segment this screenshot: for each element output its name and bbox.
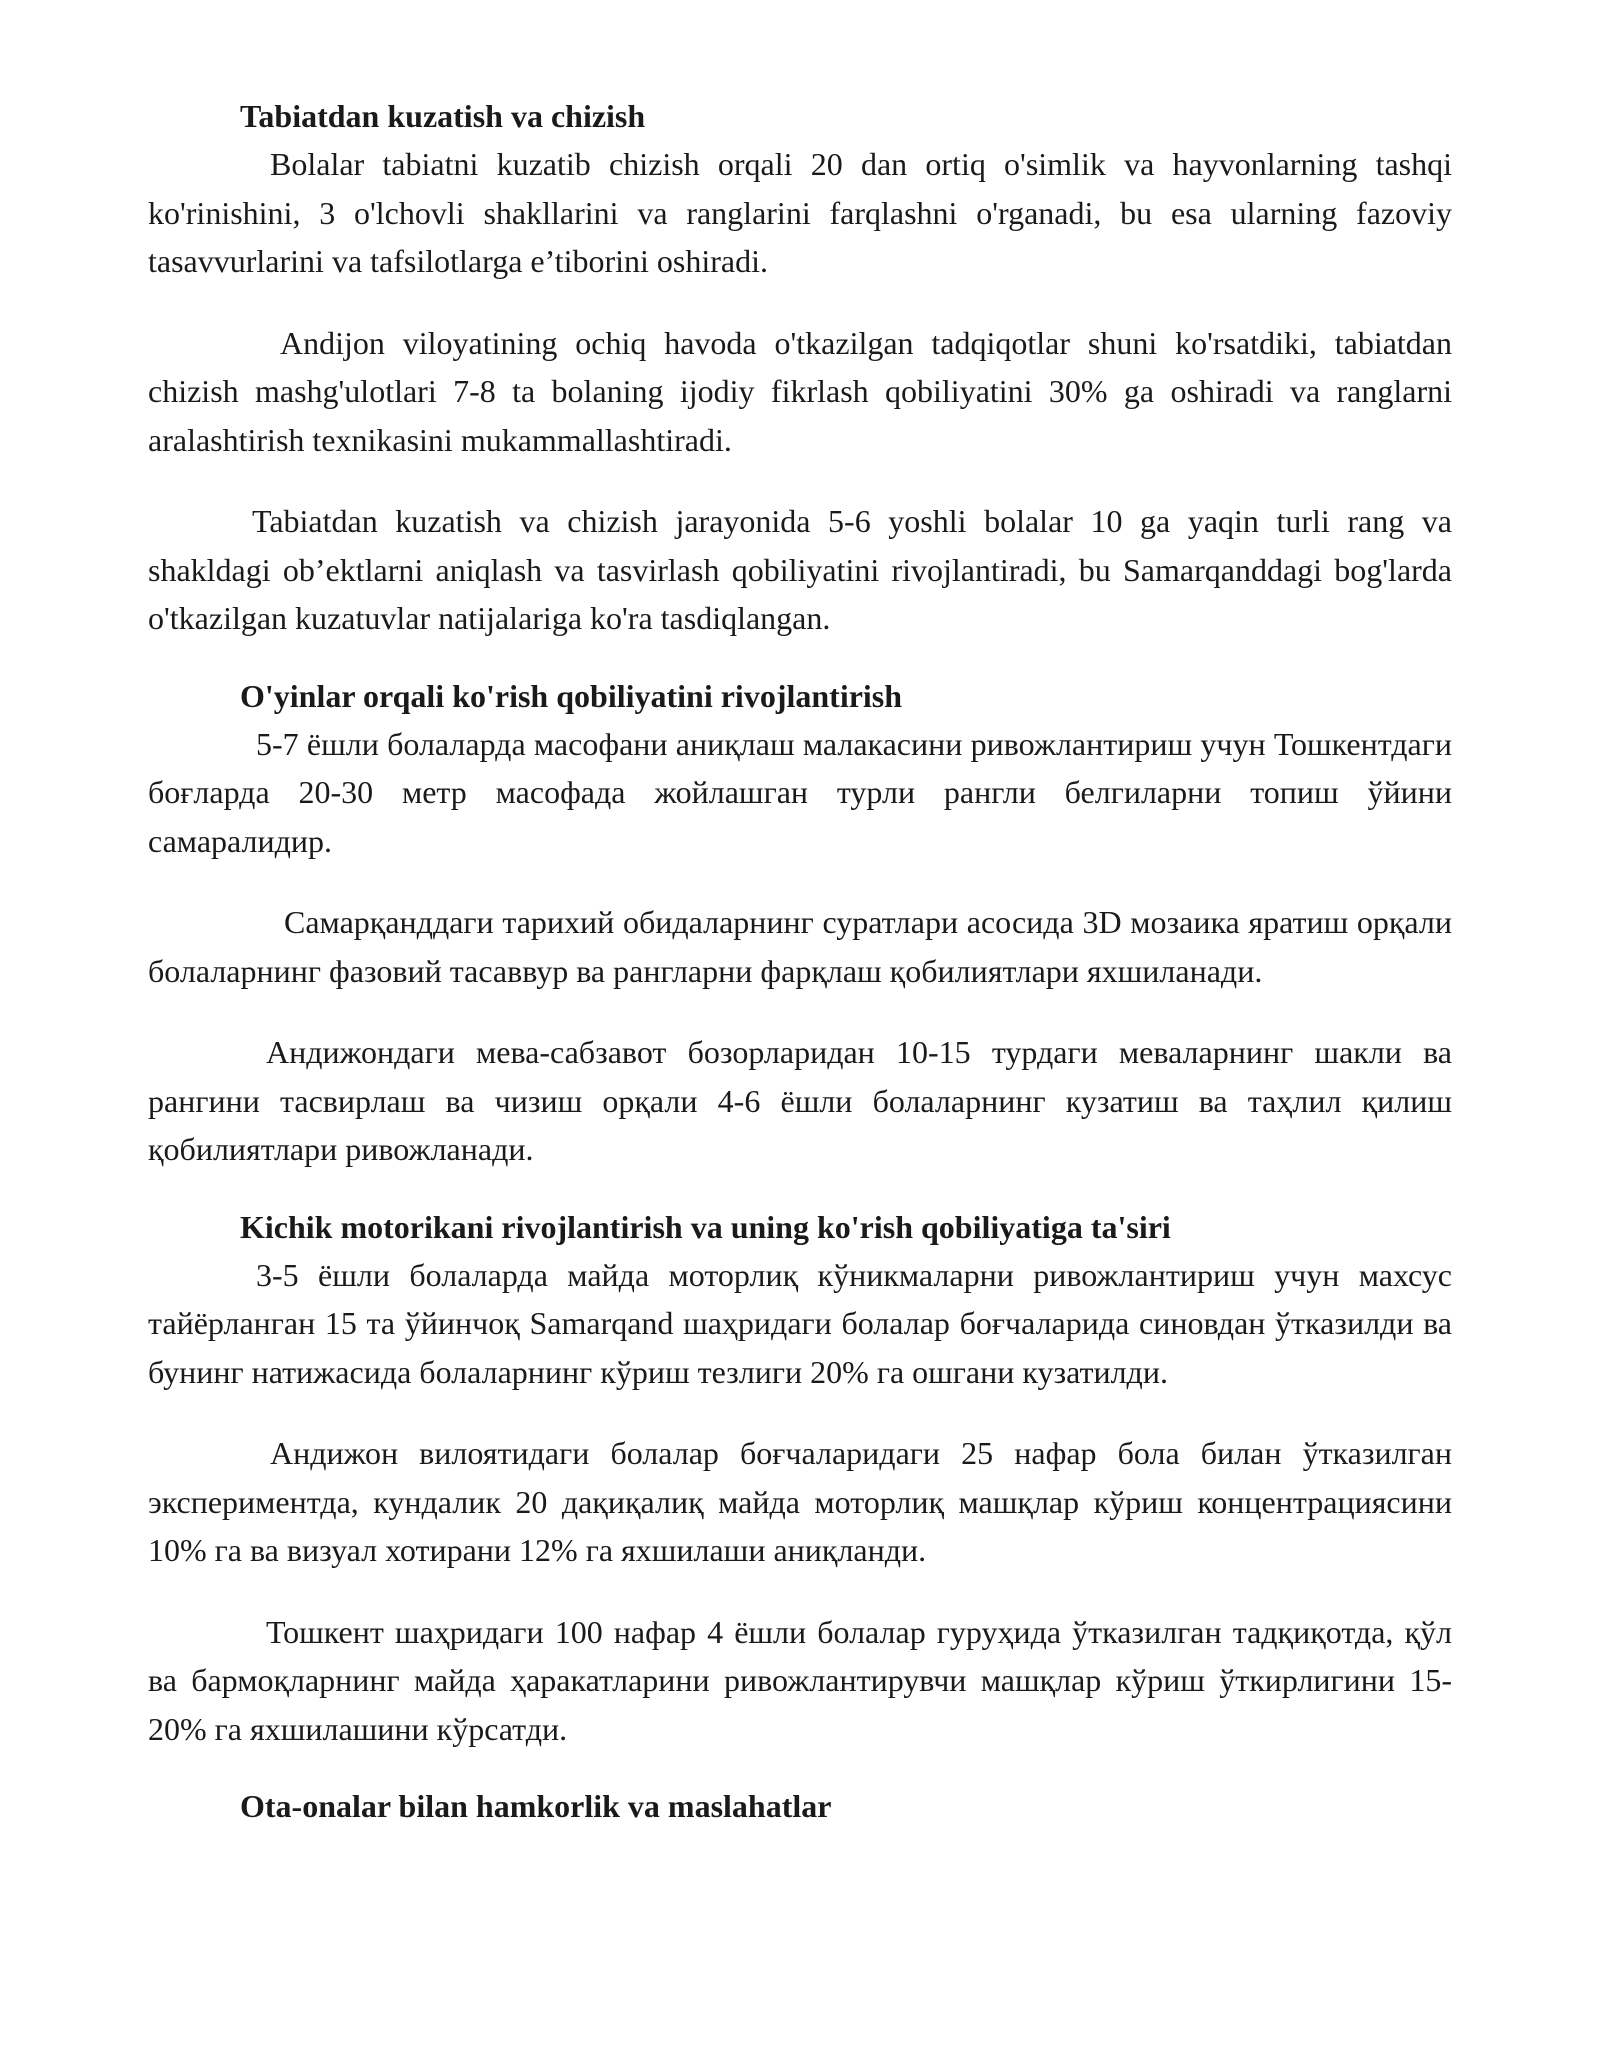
paragraph: Тошкент шаҳридаги 100 нафар 4 ёшли болалар гуруҳида ўтказилган тадқиқотда, қўл ва бармоқларнинг майда ҳаракатларини ривожлантирувчи машқлар кўриш ўткирлигини 15-20% га яхшилашини кўрсатди. [148,1613,1452,1747]
section-heading: Tabiatdan kuzatish va chizish [240,98,646,134]
paragraph: Андижондаги мева-сабзавот бозорларидан 10-15 турдаги меваларнинг шакли ва рангини тасвирлаш ва чизиш орқали 4-6 ёшли болаларнинг кузатиш ва таҳлил қилиш қобилиятлари ривожланади. [148,1034,1452,1167]
section-heading: Ota-onalar bilan hamkorlik va maslahatlar [240,1788,832,1824]
paragraph: 3-5 ёшли болаларда майда моторлиқ кўникмаларни ривожлантириш учун махсус тайёрланган 15 та ўйинчоқ Samarqand шаҳридаги болалар боғчаларида синовдан ўтказилди ва бунинг натижасида болаларнинг кўриш тезлиги 20% га ошгани кузатилди. [148,1256,1452,1390]
paragraph: 5-7 ёшли болаларда масофани аниқлаш малакасини ривожлантириш учун Тошкентдаги боғларда 20-30 метр масофада жойлашган турли рангли белгиларни топиш ўйини самаралидир. [148,725,1452,859]
section-heading: O'yinlar orqali ko'rish qobiliyatini rivojlantirish [240,677,903,714]
paragraph: Tabiatdan kuzatish va chizish jarayonida 5-6 yoshli bolalar 10 ga yaqin turli rang va shakldagi ob’ektlarni aniqlash va tasvirlash qobiliyatini rivojlantiradi, bu Samarqanddagi bog'larda o'tkazilgan kuzatuvlar natijalariga ko'ra tasdiqlangan. [148,503,1452,636]
document-page [148,92,1452,1830]
paragraph: Самарқанддаги тарихий обидаларнинг суратлари асосида 3D мозаика яратиш орқали болаларнинг фазовий тасаввур ва рангларни фарқлаш қобилиятлари яхшиланади. [148,904,1452,989]
paragraph: Andijon viloyatining ochiq havoda o'tkazilgan tadqiqotlar shuni ko'rsatdiki, tabiatdan chizish mashg'ulotlari 7-8 ta bolaning ijodiy fikrlash qobiliyatini 30% ga oshiradi va ranglarni aralashtirish texnikasini mukammallashtiradi. [148,324,1452,458]
paragraph: Bolalar tabiatni kuzatib chizish orqali 20 dan ortiq o'simlik va hayvonlarning tashqi ko'rinishini, 3 o'lchovli shakllarini va ranglarini farqlashni o'rganadi, bu esa ularning fazoviy tasavvurlarini va tafsilotlarga e’tiborini oshiradi. [148,146,1452,279]
paragraph: Андижон вилоятидаги болалар боғчаларидаги 25 нафар бола билан ўтказилган экспериментда, кундалик 20 дақиқалиқ майда моторлиқ машқлар кўриш концентрациясини 10% га ва визуал хотирани 12% га яхшилаши аниқланди. [148,1435,1452,1568]
section-heading: Kichik motorikani rivojlantirish va uning ko'rish qobiliyatiga ta'siri [240,1208,1171,1245]
